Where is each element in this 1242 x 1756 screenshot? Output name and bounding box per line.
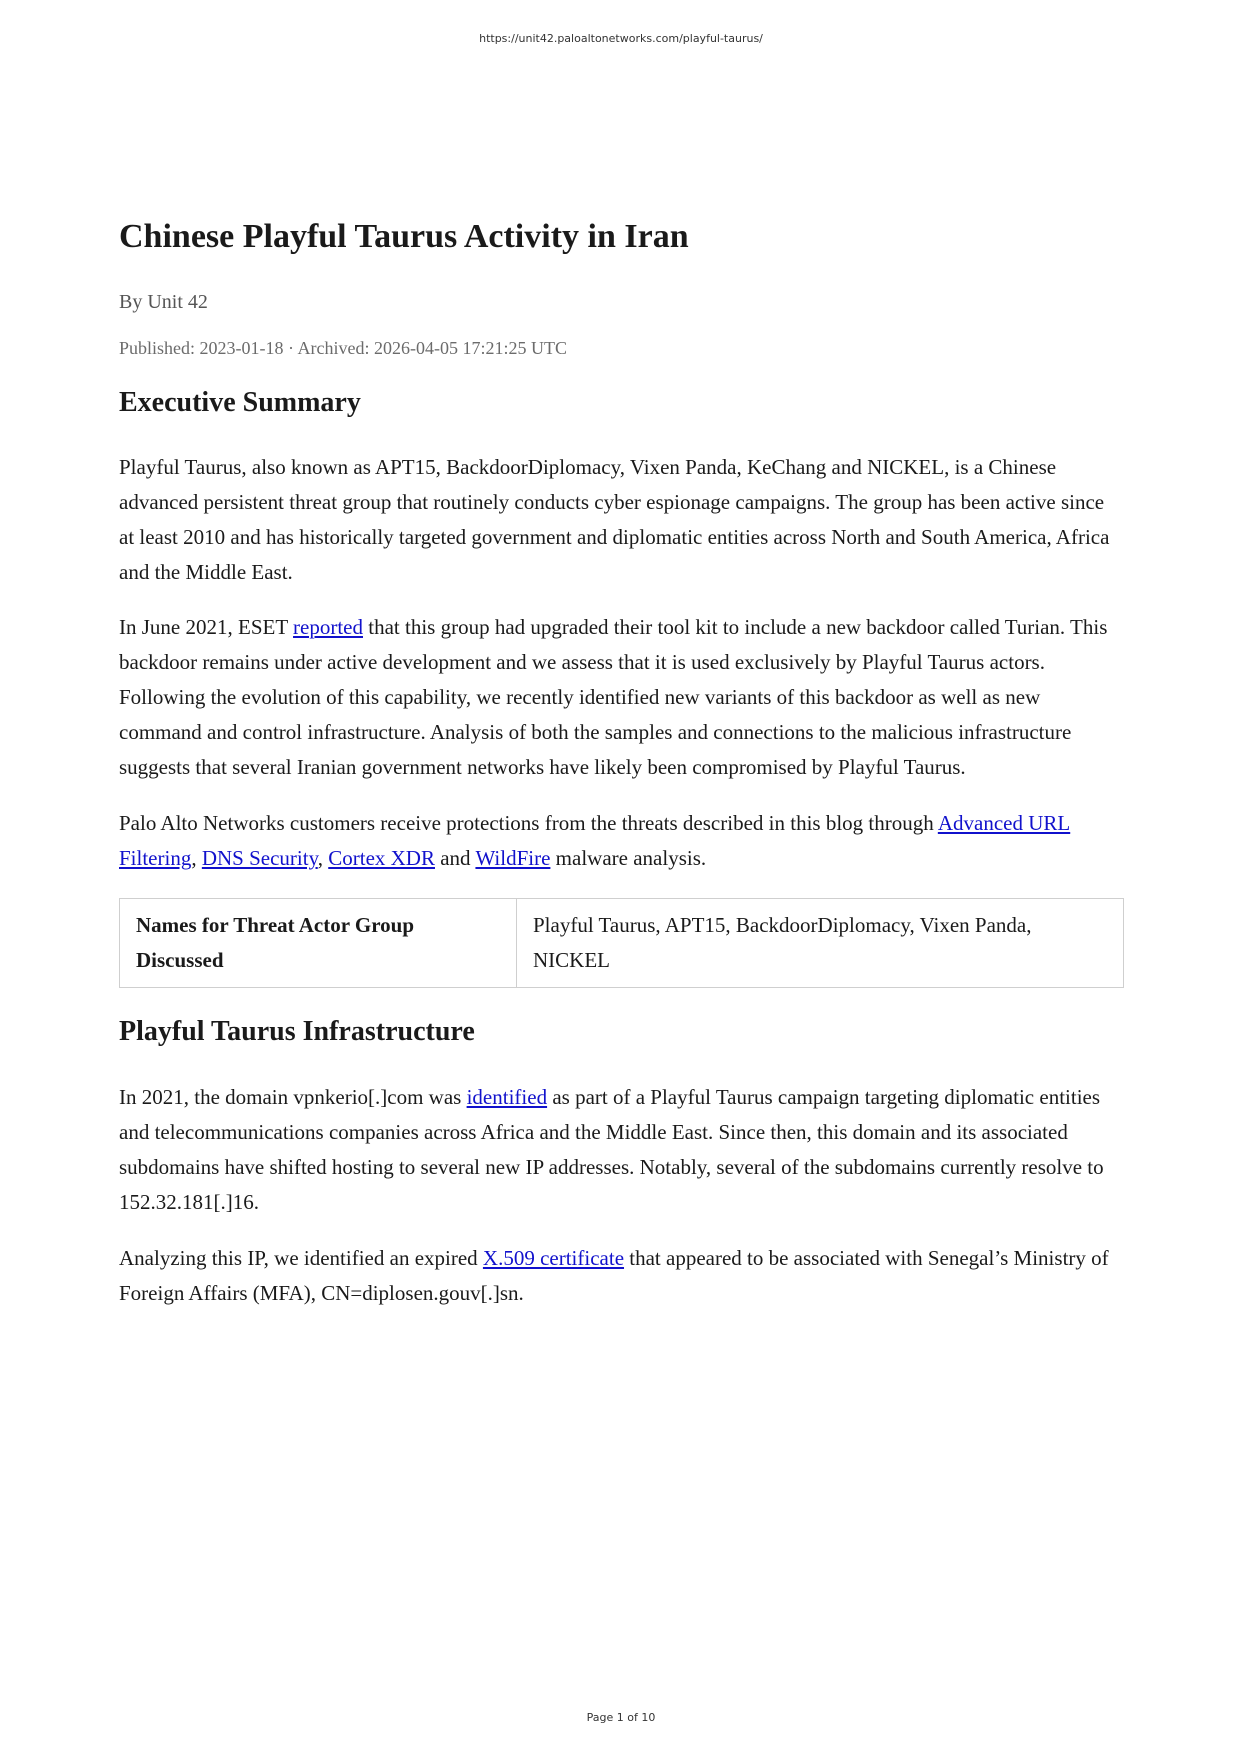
paragraph-certificate [119, 1241, 1124, 1311]
text-span: In 2021, the domain vpnkerio[.]com was [119, 1085, 467, 1110]
text-span: Palo Alto Networks customers receive protections from the threats described in this blog through [119, 810, 938, 835]
text-span: , [191, 845, 202, 870]
text-span: Analyzing this IP, we identified an expired [119, 1246, 483, 1271]
text-span: that appeared to be associated with Senegal’s Ministry of Foreign Affairs (MFA), CN=diplosen.gouv[.]sn. [119, 1246, 1109, 1306]
link-wildfire[interactable]: WildFire [475, 845, 551, 870]
paragraph-eset [119, 610, 1124, 785]
table-row [120, 898, 1124, 987]
link-advanced-url-filtering[interactable]: Advanced URL Filtering [119, 810, 1071, 870]
text-span: that this group had upgraded their tool kit to include a new backdoor called Turian. This backdoor remains under active development and we assess that it is used exclusively by Playful Taurus actors. Following the evolution of this capability, we recently identified new variants of this backdoor as well as new command and control infrastructure. Analysis of both the samples and connections to the malicious infrastructure suggests that several Iranian government networks have likely been compromised by Playful Taurus. [119, 614, 1108, 779]
link-identified[interactable]: identified [466, 1085, 548, 1110]
table-value-cell: Playful Taurus, APT15, BackdoorDiplomacy, Vixen Panda, NICKEL [517, 898, 1124, 987]
paragraph-intro: Playful Taurus, also known as APT15, BackdoorDiplomacy, Vixen Panda, KeChang and NICKEL, is a Chinese advanced persistent threat group that routinely conducts cyber espionage campaigns. The group has been active since at least 2010 and has historically targeted government and diplomatic entities across North and South America, Africa and the Middle East. [119, 454, 1110, 584]
text-span: malware analysis. [550, 845, 707, 870]
section-heading-infrastructure: Playful Taurus Infrastructure [119, 1015, 475, 1047]
page-number: Page 1 of 10 [586, 1711, 656, 1724]
text-span: , [317, 845, 329, 870]
paragraph-protections [119, 806, 1124, 876]
section-heading-executive-summary: Executive Summary [119, 386, 361, 418]
text-span: as part of a Playful Taurus campaign targeting diplomatic entities and telecommunications companies across Africa and the Middle East. Since then, this domain and its associated subdomains have shifted hosting to several new IP addresses. Notably, several of the subdomains currently resolve to 152.32.181[.]16. [119, 1085, 1104, 1215]
threat-actor-names-table [119, 898, 1124, 988]
article-meta: Published: 2023-01-18 · Archived: 2026-04-05 17:21:25 UTC [119, 338, 567, 359]
table-label-cell: Names for Threat Actor Group Discussed [120, 898, 517, 987]
link-x509-certificate[interactable]: X.509 certificate [482, 1246, 625, 1271]
article-byline: By Unit 42 [119, 291, 208, 314]
text-span: In June 2021, ESET [119, 614, 294, 639]
article-title: Chinese Playful Taurus Activity in Iran [119, 218, 689, 255]
link-reported[interactable]: reported [293, 614, 363, 639]
text-span: and [434, 845, 476, 870]
paragraph-domain [119, 1080, 1124, 1220]
article [119, 200, 1124, 1311]
link-dns-security[interactable]: DNS Security [201, 845, 318, 870]
page-url-header: https://unit42.paloaltonetworks.com/playful-taurus/ [479, 32, 763, 45]
link-cortex-xdr[interactable]: Cortex XDR [328, 845, 435, 870]
